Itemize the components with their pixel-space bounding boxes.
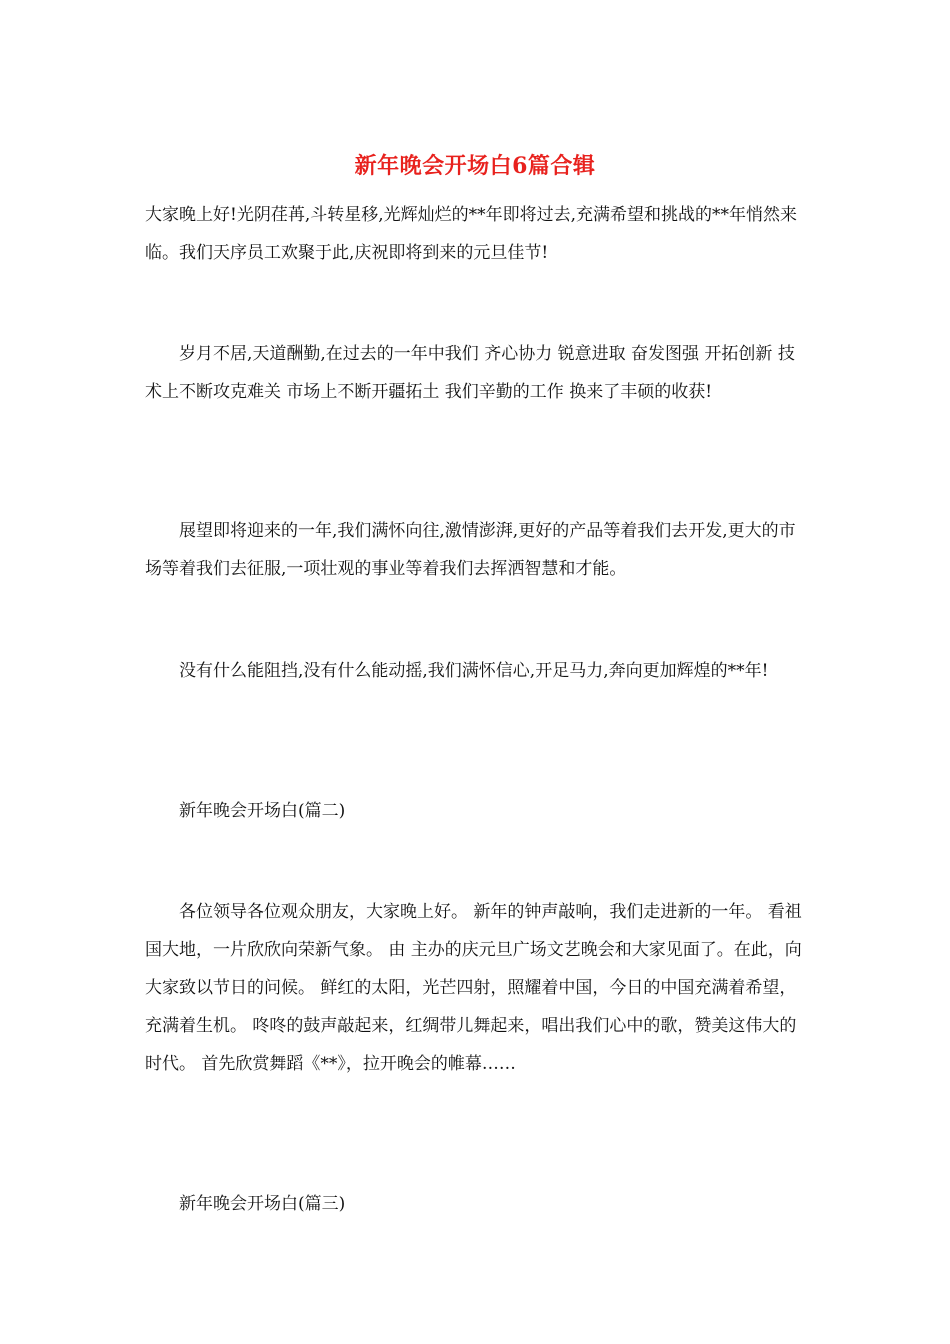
paragraph-greeting: 大家晚上好!光阴荏苒,斗转星移,光辉灿烂的**年即将过去,充满希望和挑战的**年悄然来临。我们天序员工欢聚于此,庆祝即将到来的元旦佳节!	[145, 205, 798, 263]
section-heading-part-three: 新年晚会开场白(篇三)	[179, 1194, 346, 1214]
paragraph-past-year: 岁月不居,天道酬勤,在过去的一年中我们 齐心协力 锐意进取 奋发图强 开拓创新 技术上不断攻克难关 市场上不断开疆拓土 我们辛勤的工作 换来了丰硕的收获!	[145, 344, 795, 402]
paragraph-part-two-body: 各位领导各位观众朋友，大家晚上好。 新年的钟声敲响，我们走进新的一年。 看祖国大地，一片欣欣向荣新气象。 由 主办的庆元旦广场文艺晚会和大家见面了。在此，向大家致以节日的问候。 鲜红的太阳，光芒四射，照耀着中国，今日的中国充满着希望，充满着生机。 咚咚的鼓声敲起来，红绸带儿舞起来，唱出我们心中的歌，赞美这伟大的时代。 首先欣赏舞蹈《**》，拉开晚会的帷幕……	[145, 902, 802, 1074]
paragraph-confidence: 没有什么能阻挡,没有什么能动摇,我们满怀信心,开足马力,奔向更加辉煌的**年!	[179, 661, 769, 681]
section-heading-part-two: 新年晚会开场白(篇二)	[179, 801, 346, 821]
document-title: 新年晚会开场白6篇合辑	[354, 153, 596, 179]
paragraph-outlook: 展望即将迎来的一年,我们满怀向往,激情澎湃,更好的产品等着我们去开发,更大的市场等着我们去征服,一项壮观的事业等着我们去挥洒智慧和才能。	[145, 521, 796, 579]
